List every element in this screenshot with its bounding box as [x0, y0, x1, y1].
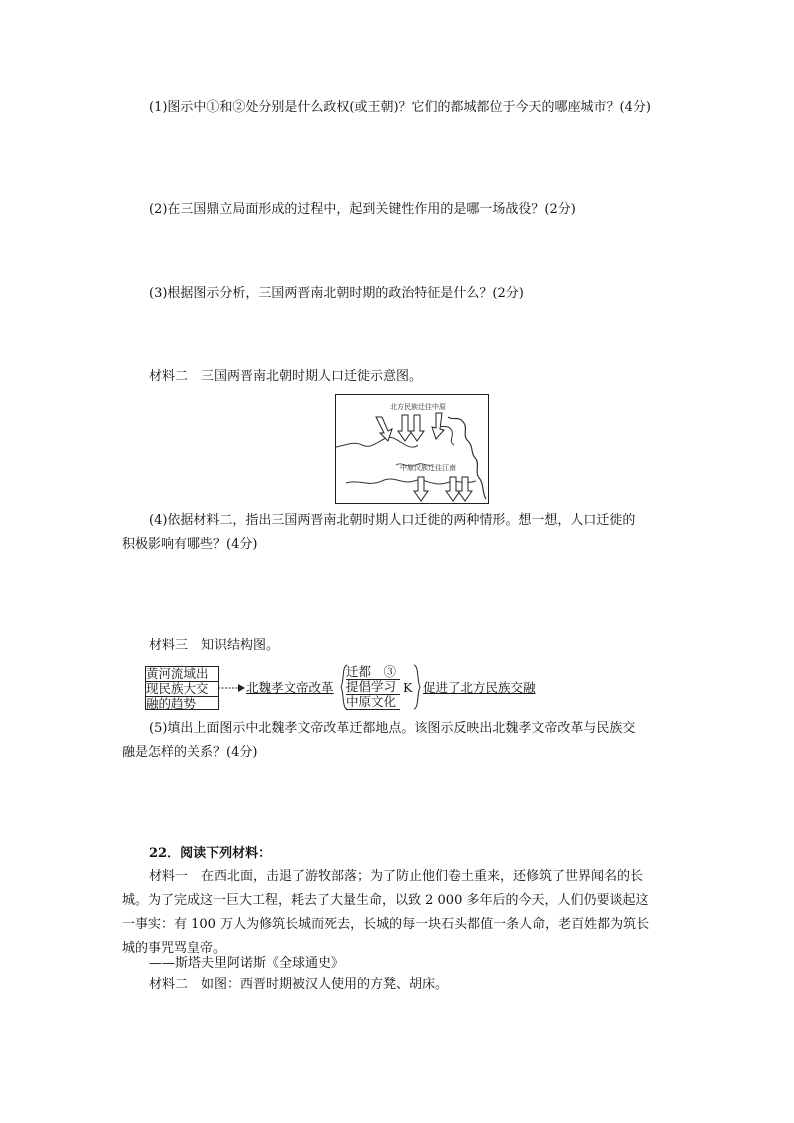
diagram-box-trend — [145, 666, 219, 710]
diagram-box-trend-line-3: 融的趋势 — [146, 696, 197, 711]
arrow-down-7 — [458, 477, 472, 501]
arrow-down-2 — [398, 415, 412, 441]
diagram-stack-line-3: 中原文化 — [346, 695, 400, 710]
north-migration-arrows — [376, 413, 444, 441]
question-22-heading-text: 22．阅读下列材料： — [149, 846, 272, 861]
right-brace-icon — [413, 664, 421, 710]
question-5-line-1: (5)填出上面图示中北魏孝文帝改革迁都地点。该图示反映出北魏孝文帝改革与民族交 — [149, 721, 636, 736]
q22-material-2: 材料二 如图：西晋时期被汉人使用的方凳、胡床。 — [149, 977, 449, 992]
material-2-title: 材料二 三国两晋南北朝时期人口迁徙示意图。 — [149, 369, 423, 384]
diagram-arrow — [218, 682, 246, 694]
arrow-down-6 — [446, 477, 460, 501]
arrow-down-3 — [410, 415, 424, 441]
q22-material-1-line-4: 城的事咒骂皇帝。 — [122, 941, 227, 956]
q22-material-1-line-2: 城。为了完成这一巨大工程，耗去了大量生命，以致 2 000 多年后的今天，人们仍要谈起这 — [122, 893, 649, 908]
map-label-north: 北方民族迁往中原 — [390, 403, 446, 411]
q22-source: ——斯塔夫里阿诺斯《全球通史》 — [149, 956, 345, 971]
question-5-line-2: 融是怎样的关系？(4分) — [122, 745, 258, 760]
diagram-center-reform: 北魏孝文帝改革 — [246, 680, 334, 695]
arrow-down-4 — [432, 413, 444, 439]
q22-material-1-line-3: 一事实：有 100 万人为修筑长城而死去，长城的每一块石头都值一条人命，老百姓都为筑长 — [122, 917, 650, 932]
diagram-box-trend-line-1: 黄河流域出 — [146, 667, 218, 682]
arrow-down-1 — [376, 417, 392, 441]
diagram-box-trend-line-2: 现民族大交 — [146, 682, 218, 697]
question-4-line-1: (4)依据材料二，指出三国两晋南北朝时期人口迁徙的两种情形。想一想，人口迁徙的 — [149, 513, 636, 528]
south-migration-arrows — [414, 477, 472, 501]
diagram-stack — [346, 665, 400, 707]
question-4-line-2: 积极影响有哪些？(4分) — [122, 537, 258, 552]
diagram-result: 促进了北方民族交融 — [423, 680, 536, 695]
map-label-south: 中原汉族迁往江南 — [400, 464, 456, 472]
map-drawing — [336, 395, 488, 503]
question-2: (2)在三国鼎立局面形成的过程中，起到关键性作用的是哪一场战役？(2分) — [149, 202, 576, 217]
diagram-stack-line-1: 迁都 ③ — [346, 665, 400, 680]
migration-map — [335, 394, 489, 504]
question-1: (1)图示中①和②处分别是什么政权(或王朝)？它们的都城都位于今天的哪座城市？(4分) — [149, 100, 651, 115]
question-22-heading — [149, 845, 271, 863]
material-3-title: 材料三 知识结构图。 — [149, 638, 280, 653]
diagram-stack-tail: K — [403, 680, 413, 695]
diagram-stack-line-2: 提倡学习 — [346, 680, 400, 695]
question-3: (3)根据图示分析，三国两晋南北朝时期的政治特征是什么？(2分) — [149, 286, 524, 301]
q22-material-1-line-1: 材料一 在西北面，击退了游牧部落；为了防止他们卷土重来，还修筑了世界闻名的长 — [149, 869, 644, 884]
